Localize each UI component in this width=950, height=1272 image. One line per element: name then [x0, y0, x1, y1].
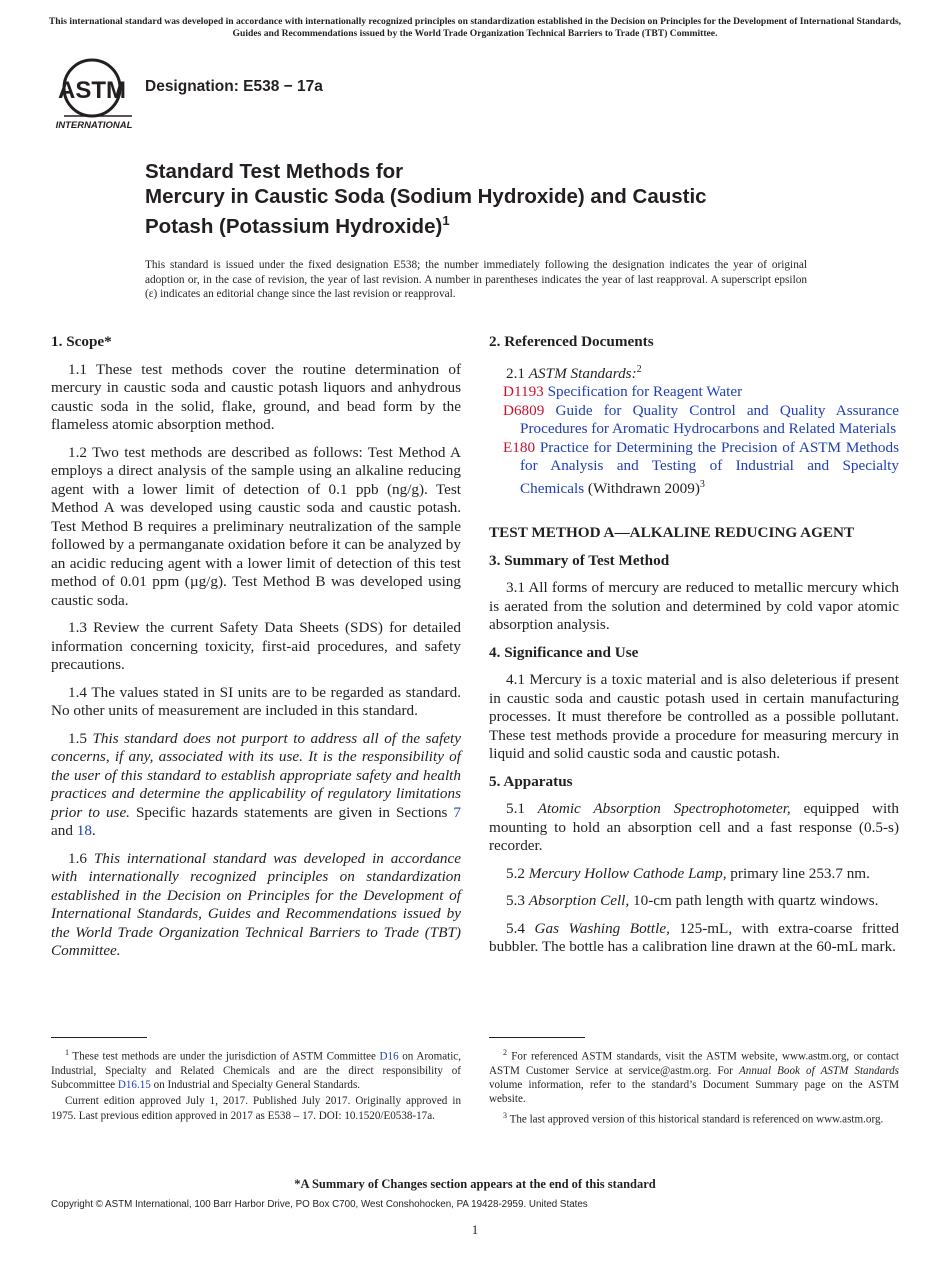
ref-e180: E180 Practice for Determining the Precision of ASTM Methods for Analysis and Testing of Industrial and Specialty Chemicals (Withdrawn 2009)$^3$: [503, 438, 900, 497]
para-5-3: 5.3 Absorption Cell, 10-cm path length with quartz windows.: [506, 892, 879, 910]
logo-text: ASTM: [58, 77, 126, 104]
method-a-heading: TEST METHOD A—ALKALINE REDUCING AGENT: [489, 524, 855, 542]
footnotes-right: [489, 1046, 899, 1128]
para-5-2: 5.2 Mercury Hollow Cathode Lamp, primary line 253.7 nm.: [506, 864, 870, 882]
para-1-3: 1.3 Review the current Safety Data Sheets (SDS) for detailed information concerning toxicity, first-aid procedures, and safety precautions.: [51, 619, 461, 673]
section-7-link[interactable]: 7: [453, 803, 461, 821]
para-1-6: 1.6 This international standard was developed in accordance with internationally recognized principles on standardization established in the Decision on Principles for the Development of International Standards, Guides and Recommendations issued by the World Trade Organization Technical Barriers to Trade (TBT) Committee.: [51, 849, 461, 959]
astm-logo: [54, 54, 136, 134]
committee-d16-link[interactable]: D16: [379, 1050, 399, 1063]
ref-code-link[interactable]: E180: [503, 438, 536, 456]
ref-title-link[interactable]: Specification for Reagent Water: [547, 383, 743, 401]
ref-title-link[interactable]: Practice for Determining the Precision of ASTM Methods for Analysis and Testing of Industrial and Specialty Chemicals: [520, 438, 900, 497]
document-title: [145, 160, 865, 239]
footnote-3: $^3$ The last approved version of this historical standard is referenced on www.astm.org.: [503, 1110, 884, 1126]
para-3-1: 3.1 All forms of mercury are reduced to metallic mercury which is aerated from the solution and determined by cold vapor atomic absorption analysis.: [489, 579, 899, 634]
section-18-link[interactable]: 18: [76, 822, 92, 839]
footnote-divider-left: [51, 1037, 147, 1038]
section-3-heading: 3. Summary of Test Method: [489, 551, 670, 569]
para-1-2: 1.2 Two test methods are described as follows: Test Method A employs a direct analysis of the sample using an alkaline reducing agent with a lower limit of detection of 0.1 ppb (ng/g). Test Method A was developed using caustic soda and caustic potash. Test Method B requires a preliminary neutralization of the sample followed by a permanganate oxidation before it can be analyzed by an acidic reducing agent with a lower limit of detection of this test method of 0.01 ppm (µg/g). Test Method B was developed using caustic soda.: [51, 443, 461, 609]
para-5-4: 5.4 Gas Washing Bottle, 125-mL, with extra-coarse fritted bubbler. The bottle has a calibration line drawn at the 60-mL mark.: [489, 919, 900, 956]
right-column: [489, 333, 899, 966]
ref-title-link[interactable]: Guide for Quality Control and Quality Assurance Procedures for Aromatic Hydrocarbons and Related Materials: [520, 401, 899, 438]
footnote-1: $^1$ These test methods are under the jurisdiction of ASTM Committee D16 on Aromatic, Industrial, Specialty and Related Chemicals and are the direct responsibility of Subcommittee D16.15 on Industrial and Specialty General Standards.: [51, 1048, 461, 1092]
para-1-5: 1.5 This standard does not purport to address all of the safety concerns, if any, associated with its use. It is the responsibility of the user of this standard to establish appropriate safety and health practices and determine the applicability of regulatory limitations prior to use. Specific hazards statements are given in Sections 7 and 18.: [51, 729, 462, 839]
summary-of-changes-note: *A Summary of Changes section appears at the end of this standard: [294, 1177, 656, 1191]
footnote-2: $^2$ For referenced ASTM standards, visit the ASTM website, www.astm.org, or contact ASTM Customer Service at service@astm.org. For Annual Book of ASTM Standards volume information, refer to the standard’s Document Summary page on the ASTM website.: [489, 1048, 900, 1106]
ref-code-link[interactable]: D1193: [503, 383, 544, 401]
ref-d6809: [489, 402, 899, 439]
para-1-1: 1.1 These test methods cover the routine determination of mercury in caustic soda and caustic potash liquors and anhydrous caustic soda in the solid, flake, ground, and bead form by the flameless atomic absorption method.: [51, 360, 461, 433]
title-footnote-ref[interactable]: 1: [442, 213, 450, 228]
logo-subtext: INTERNATIONAL: [55, 120, 133, 131]
section-2-heading: 2. Referenced Documents: [489, 333, 654, 350]
section-4-heading: 4. Significance and Use: [489, 643, 639, 661]
title-line-2: Mercury in Caustic Soda (Sodium Hydroxide) and Caustic: [145, 184, 707, 208]
designation: Designation: E538 − 17a: [145, 78, 323, 95]
ref-code-link[interactable]: D6809: [503, 401, 545, 419]
edition-note: Current edition approved July 1, 2017. Published July 2017. Originally approved in 1975. Last previous edition approved in 2017 as E538 – 17. DOI: 10.1520/E0538-17a.: [51, 1095, 461, 1122]
copyright: Copyright © ASTM International, 100 Barr Harbor Drive, PO Box C700, West Conshohocken, PA 19428-2959. United States: [51, 1199, 588, 1210]
para-4-1: 4.1 Mercury is a toxic material and is also deleterious if present in caustic soda and caustic potash used in certain manufacturing processes. It must therefore be controlled as a possible pollutant. These test methods provide a procedure for measuring mercury in liquid and solid caustic soda and caustic potash.: [489, 671, 899, 763]
para-2-1: 2.1 ASTM Standards:$^2$: [506, 363, 642, 382]
left-column: [51, 333, 461, 970]
title-line-3: Potash (Potassium Hydroxide): [145, 214, 443, 238]
footnotes-left: [51, 1046, 461, 1125]
top-notice: This international standard was developed in accordance with internationally recognized principles on standardization established in the Decision on Principles for the Development of International Standards, Guides and Recommendations issued by the World Trade Organization Technical Barriers to Trade (TBT) Committee.: [48, 16, 902, 39]
para-5-1: 5.1 Atomic Absorption Spectrophotometer, equipped with mounting to hold an absorption cell and a fast response (0.5-s) recorder.: [489, 800, 899, 855]
section-5-heading: 5. Apparatus: [489, 772, 573, 790]
section-1-heading: 1. Scope*: [51, 333, 112, 350]
title-line-1: Standard Test Methods for: [145, 160, 404, 183]
issuance-note: This standard is issued under the fixed designation E538; the number immediately following the designation indicates the year of original adoption or, in the case of revision, the year of last revision. A number in parentheses indicates the year of last reapproval. A superscript epsilon (ε) indicates an editorial change since the last revision or reapproval.: [145, 259, 807, 301]
footnote-divider-right: [489, 1037, 585, 1038]
subcommittee-d16-15-link[interactable]: D16.15: [117, 1079, 151, 1092]
ref-d1193: [489, 383, 899, 402]
page-number: 1: [471, 1222, 479, 1237]
para-1-4: 1.4 The values stated in SI units are to be regarded as standard. No other units of measurement are included in this standard.: [51, 683, 461, 719]
